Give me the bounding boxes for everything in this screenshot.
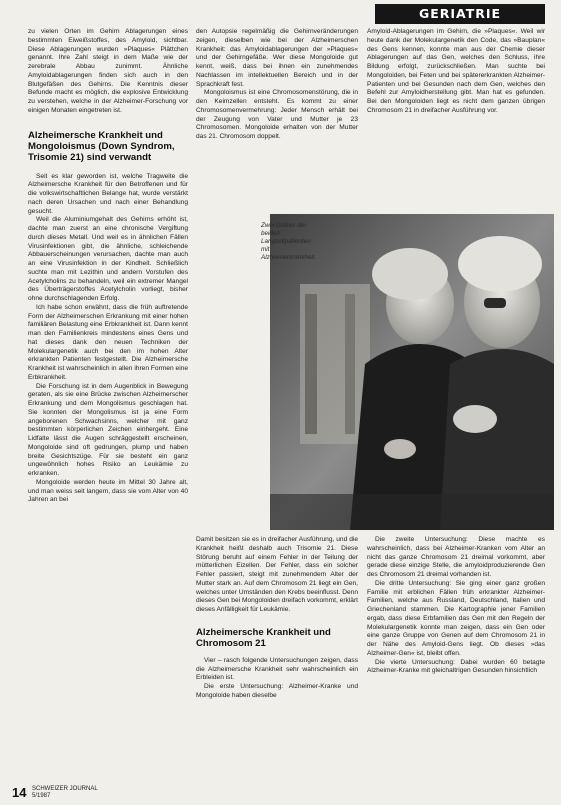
col3-paragraph: Die zweite Untersuchung: Diese machte es wahrscheinlich, dass bei Alzheimer-Kranken vom Alter an nicht das ganze Chromosom 21 dreimal vorkommt, aber gerade diese einzige Stelle, die amyloidproduzierende Gen des Chromosom 21 dreimal vorhanden ist. bbox=[367, 536, 545, 578]
section-header: GERIATRIE bbox=[375, 4, 545, 24]
column-3-top bbox=[367, 28, 545, 214]
col2-paragraph: Mongoloismus ist eine Chromosomenstörung, die in den Keimzellen entsteht. Es kommt zu einer Chromosomenvermehrung: Jeder Mensch erhält bei der Zeugung von Vater und Mutter je 23 Chromosomen. Mongoloide erhalten von der Mutter das 21. Chromosom doppelt. bbox=[196, 89, 358, 140]
col1-paragraph: Die Forschung ist in dem Augenblick in Bewegung geraten, als sie eine Brücke zwischen Alzheimerscher Erkrankung und dem Mongolismus geschlagen hat. Sie konnten der Mongolismus ist ja eine Form angeborenen Schwachsinns, welcher mit ganz bestimmten körperlichen Zeichen einhergeht. Eine Lidfalte lässt die Augen schräggestellt erscheinen, Mongoloide sind oft gedrungen, plump und haben breite Gesichtszüge. Für sie besteht ein ganz ungewöhnlich hohes Risiko an Leukämie zu erkranken. bbox=[28, 382, 188, 477]
col2-paragraph: Damit besitzen sie es in dreifacher Ausführung, und die Krankheit heißt deshalb auch Trisomie 21. Diese Störung beruht auf einem Fehler in der Teilung der mütterlichen Eizellen. Der Fehler, dass ein solcher Fehler passiert, steigt mit zunehmendem Alter der Mutter stark an. Auf dem Chromosom 21 liegt ein Gen, welches unter Umständen den Krebs beeinflusst. Denn dieses Gen bei Mongoloiden dreifach vorkommt, erklärt dieses Anfälligkeit für Leukämie. bbox=[196, 536, 358, 613]
footer-line: SCHWEIZER JOURNAL bbox=[32, 786, 98, 792]
col3-paragraph: Die dritte Untersuchung: Sie ging einer ganz großen Familie mit erblichen Fällen früh erkrankter Alzheimer-Familien, welche aus Russland, Deutschland, Italien und Griechenland stammen. Die Kartographie jener Familien ergab, dass diese Erbfamilien das Gen mit den Regeln der Molekulargenetik konnte man zeigen, dass ein Gen oder eine ganze Gruppe von Genen auf dem Chromosom 21 in der Nähe des Amyloid-Gens liegt. Ob dieses »das Alzheimer-Gen« ist, bleibt offen. bbox=[367, 579, 545, 657]
col2-paragraph: Die erste Untersuchung: Alzheimer-Kranke und Mongoloide haben dieselbe bbox=[196, 683, 358, 699]
col3-paragraph-top: Amyloid-Ablagerungen im Gehirn, die »Plaques«. Weil wir heute dank der Molekulargenetik den Code, das »Bauplan« des Gens kennen, konnte man aus der Chemie dieser Ablagerungen auf das Gen, welches den Schluss, ihre Bildung erfolgt, zurückschließen. Man suchte bei Mongoloiden, bei Feten und bei spätererkrankten Alzheimer-Patienten und bei Gesunden nach dem Gen, welches den Befehl zur Amyloidherstellung gibt. Man hat es gefunden. Bei den Mongoloiden liegt es nicht dem ganzen übrigen Chromosom 21 in dreifacher Ausführung vor. bbox=[367, 28, 545, 114]
column-2-top bbox=[196, 28, 358, 214]
col2-paragraph-top: den Autopsie regelmäßig die Gehirnveränderungen zeigen, dieselben wie bei der Alzheimerschen Krankheit: das Amyloidablagerungen der »Plaques« und der Gehirngefäße. Wer diese Mongoloide gut kennt, weiß, dass bei ihnen ein zunehmendes Nachlassen im intellektuellen Bereich und in der Sprachkraft fest. bbox=[196, 28, 358, 88]
page-number: 14 bbox=[12, 785, 27, 800]
col1-paragraph: Weil die Aluminiumgehalt des Gehirns erhöht ist, dachte man zuerst an eine chronische Vergiftung durch dieses Metall. Und weil es in ähnlichen Fällen Virusinfektionen gibt, die ähnliche, schleichende Abbauerscheinungen verursachen, dachte man auch an eine Virusinfektion in der Kindheit. Schließlich suchte man mit Lezithin und andern Vorstufen des Acetylcholins zu behandeln, weil ein extremer Mangel des Überträgerstoffes Acetylcholin vorliegt, bisher ohne durchschlagenden Erfolg. bbox=[28, 216, 188, 302]
col1-paragraph: Ich habe schon erwähnt, dass die früh auftretende Form der Alzheimerschen Erkrankung mit einer hohen familiären Belastung eine Erbkrankheit ist. Dann kennt man den Familienkreis mindestens eines Gens und hat dieses dank den neuen Techniken der Molekulargenetik auch bei den im hohen Alter erkrankten Patienten festgestellt. Die Alzheimersche Krankheit ist wahrscheinlich in allen ihren Formen eine Erbkrankheit. bbox=[28, 303, 188, 381]
col1-paragraph: Seit es klar geworden ist, welche Tragweite die Alzheimersche Krankheit für den Betroffenen und für die volkswirtschaftlichen Belange hat, wurde verstärkt nach deren Ursachen und nach einer Behandlung gesucht. bbox=[28, 172, 188, 215]
column-3-bottom bbox=[367, 536, 545, 782]
col2-heading: Alzheimersche Krankheit und Chromosom 21 bbox=[196, 626, 331, 649]
footer-publication bbox=[32, 786, 98, 800]
col3-paragraph: Die vierte Untersuchung: Dabei wurden 60 betagte Alzheimer-Kranke mit gleichaltrigen Gesunden hinsichtlich bbox=[367, 658, 545, 675]
col2-paragraph: Vier – rasch folgende Untersuchungen zeigen, dass die Alzheimersche Krankheit sehr wahrscheinlich ein Erbleiden ist. bbox=[196, 656, 358, 682]
column-2-bottom bbox=[196, 536, 358, 782]
photo-caption: Zwei Gräber der beiden Langzeitpatienten mit Alzheimerkrankheit. bbox=[261, 222, 317, 261]
col1-heading: Alzheimersche Krankheit und Mongoloismus (Down Syndrom, Trisomie 21) sind verwandt bbox=[28, 129, 175, 163]
footer-line: 5/1987 bbox=[32, 793, 51, 799]
col1-paragraph: Mongoloide werden heute im Mittel 30 Jahre alt, und man weiss seit langem, dass sie vom Alter von 40 Jahren an bei bbox=[28, 478, 188, 504]
col1-paragraph-top: zu vielen Orten im Gehirn Ablagerungen eines bestimmten Eiweißstoffes, des Amyloid, sichtbar. Diese Ablagerungen wurden »Plaques« Plättchen genannt. Ihre Zahl steigt in dem Maße wie der zerebrale Abbau zunimmt. Ähnliche Amyloidablagerungen finden sich auch in den Blutgefäßen des Gehirns. Die Kenntnis dieser Befunde macht es möglich, die explosive Entwicklung zu verstehen, welche in der Alzheimer-Forschung vor einigen Monaten eingetreten ist. bbox=[28, 28, 188, 114]
column-1 bbox=[28, 28, 188, 780]
